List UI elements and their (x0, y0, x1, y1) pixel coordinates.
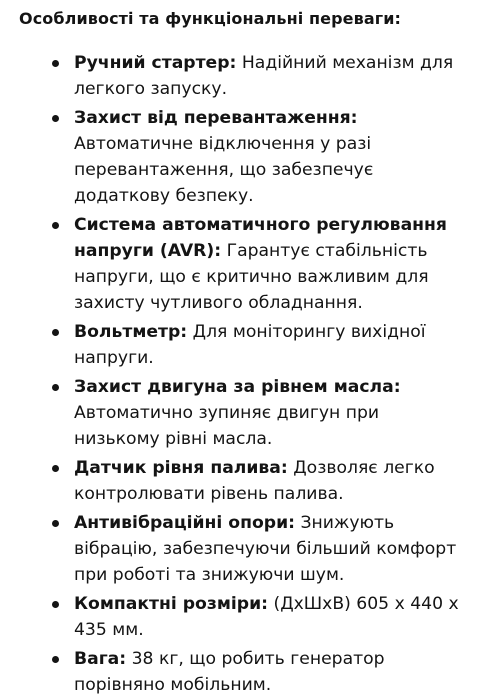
feature-title: Система автоматичного регулювання напруги (AVR): (74, 215, 447, 261)
feature-text: 38 кг, що робить генератор порівняно мобільним. (74, 649, 385, 695)
feature-title: Захист від перевантаження: (74, 108, 358, 128)
bullet-icon (52, 222, 59, 229)
feature-title: Вольтметр: (74, 322, 188, 342)
feature-title: Ручний стартер: (74, 53, 237, 73)
feature-item (19, 646, 468, 698)
feature-text: Дозволяє легко контролювати рівень палива. (74, 458, 435, 504)
bullet-icon (52, 60, 59, 67)
feature-text: Гарантує стабільність напруги, що є критично важливим для захисту чутливого обладнання. (74, 241, 429, 313)
feature-title: Компактні розміри: (74, 594, 269, 614)
feature-item (19, 455, 468, 507)
bullet-icon (52, 465, 59, 472)
feature-item (19, 374, 468, 452)
feature-item (19, 50, 468, 102)
bullet-icon (52, 656, 59, 663)
feature-title: Захист двигуна за рівнем масла: (74, 377, 401, 397)
feature-title: Антивібраційні опори: (74, 513, 295, 533)
feature-item (19, 105, 468, 209)
bullet-icon (52, 115, 59, 122)
feature-title: Датчик рівня палива: (74, 458, 288, 478)
feature-text: Надійний механізм для легкого запуску. (74, 53, 454, 99)
feature-text: Автоматичне відключення у разі перевантаження, що забезпечує додаткову безпеку. (74, 134, 374, 206)
feature-item (19, 510, 468, 588)
feature-item (19, 319, 468, 371)
feature-item (19, 212, 468, 316)
feature-text: (ДхШхВ) 605 х 440 х 435 мм. (74, 594, 459, 640)
feature-text: Для моніторингу вихідної напруги. (74, 322, 426, 368)
bullet-icon (52, 520, 59, 527)
section-heading: Особливості та функціональні переваги: (19, 9, 402, 28)
feature-item (19, 591, 468, 643)
feature-text: Автоматично зупиняє двигун при низькому рівні масла. (74, 403, 380, 449)
feature-title: Вага: (74, 649, 127, 669)
bullet-icon (52, 601, 59, 608)
bullet-icon (52, 329, 59, 336)
bullet-icon (52, 384, 59, 391)
feature-text: Знижують вібрацію, забезпечуючи більший комфорт при роботі та знижуючи шум. (74, 513, 457, 585)
feature-list (19, 50, 468, 698)
